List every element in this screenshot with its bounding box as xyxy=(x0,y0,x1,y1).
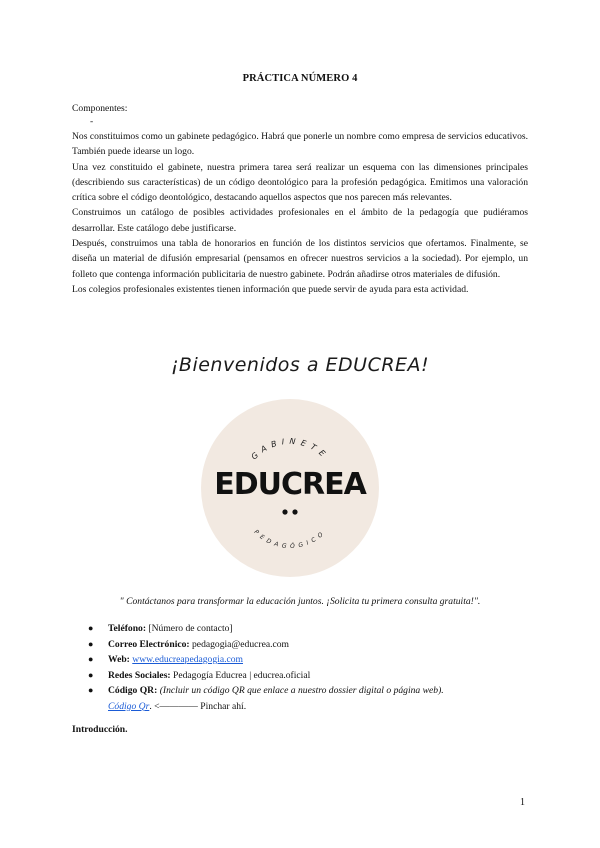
logo-top-text: GABINETE xyxy=(249,436,331,462)
page-title: PRÁCTICA NÚMERO 4 xyxy=(242,73,358,84)
contact-label: Redes Sociales: xyxy=(108,669,171,681)
contact-label: Teléfono: xyxy=(108,623,147,634)
contact-item-qr xyxy=(86,683,526,699)
paragraph-2: Una vez constituido el gabinete, nuestra primera tarea será realizar un esquema con las dimensiones principales (describiendo sus características) de un código deontológico para la profesión pedagógica. Emitimos una valoración crítica sobre el código deontológico, destacando aquellos aspectos que nos parecen más relevantes. xyxy=(72,161,528,204)
bullet-icon: ● xyxy=(88,669,94,680)
components-label: Componentes: xyxy=(72,103,128,114)
contact-value: pedagogia@educrea.com xyxy=(189,638,290,650)
welcome-heading: ¡Bienvenidos a EDUCREA! xyxy=(170,354,430,376)
contact-item-social xyxy=(86,668,526,684)
qr-link-line xyxy=(86,699,526,715)
contact-value: Pedagogía Educrea | educrea.oficial xyxy=(170,669,311,681)
contact-item-email xyxy=(86,637,526,653)
paragraph-1: Nos constituimos como un gabinete pedagógico. Habrá que ponerle un nombre como empresa de servicios educativos. También puede idearse un logo. xyxy=(72,131,528,158)
qr-link[interactable]: Código Qr xyxy=(108,700,150,712)
bullet-icon: ● xyxy=(88,685,94,695)
contact-list xyxy=(86,621,526,714)
contact-label: Código QR: xyxy=(108,685,158,696)
contact-item-web xyxy=(86,652,526,668)
bullet-icon: ● xyxy=(88,654,94,664)
logo-brand-text: EDUCREA xyxy=(214,467,366,502)
educrea-logo xyxy=(201,399,379,577)
qr-arrow-text: . <———— Pinchar ahí. xyxy=(149,700,247,712)
contact-label: Correo Electrónico: xyxy=(108,638,190,650)
paragraph-4: Después, construimos una tabla de honorarios en función de los distintos servicios que ofertamos. Finalmente, se diseña un material de difusión empresarial (pensamos en ofrecer nuestros servicios a la sociedad). Por ejemplo, un folleto que contenga información publicitaria de nuestro gabinete. Podrán añadirse otros materiales de difusión. xyxy=(72,238,528,280)
paragraph-5: Los colegios profesionales existentes tienen información que puede servir de ayuda para esta actividad. xyxy=(72,283,469,295)
logo-bottom-text: PEDAGÓGICO xyxy=(252,528,328,551)
introduction-heading: Introducción. xyxy=(72,724,128,735)
page-number: 1 xyxy=(520,797,525,808)
instructions-body xyxy=(72,129,528,297)
web-link[interactable]: www.educreapedagogia.com xyxy=(132,654,243,665)
bullet-icon: ● xyxy=(88,623,94,633)
flyer-quote: " Contáctanos para transformar la educación juntos. ¡Solicita tu primera consulta gratuita!". xyxy=(119,596,481,607)
logo-dot-left xyxy=(282,509,287,514)
contact-value: [Número de contacto] xyxy=(146,623,233,634)
contact-item-phone xyxy=(86,621,526,637)
logo-graphic xyxy=(201,399,379,577)
contact-value: (Incluir un código QR que enlace a nuestro dossier digital o página web). xyxy=(157,685,444,696)
paragraph-3: Construimos un catálogo de posibles actividades profesionales en el ámbito de la pedagogía que pudiéramos desarrollar. Este catálogo debe justificarse. xyxy=(72,207,528,234)
contact-label: Web: xyxy=(108,654,130,665)
bullet-icon: ● xyxy=(88,638,94,649)
components-dash: - xyxy=(90,116,94,127)
logo-dot-right xyxy=(292,509,297,514)
